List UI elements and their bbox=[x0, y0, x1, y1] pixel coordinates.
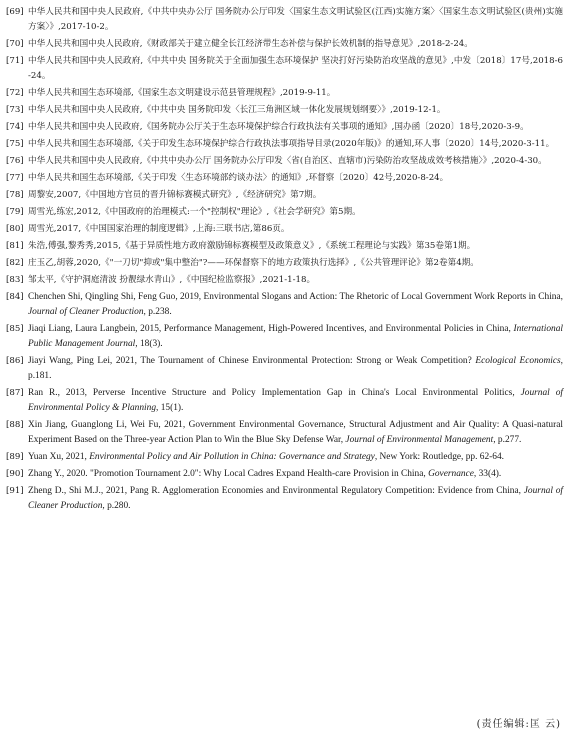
reference-number: [84] bbox=[6, 292, 24, 302]
reference-source-title: Journal of Cleaner Production bbox=[28, 307, 144, 317]
reference-text: 朱浩,傅强,黎秀秀,2015,《基于异质性地方政府激励锦标赛模型及政策意义》,《系统工程理论与实践》第35卷第1期。 bbox=[28, 241, 476, 251]
reference-text-segment: , 18(3). bbox=[135, 339, 163, 349]
reference-text bbox=[28, 356, 563, 381]
reference-text: 中华人民共和国生态环境部,《国家生态文明建设示范县管理规程》,2019-9-11。 bbox=[28, 88, 336, 98]
reference-item bbox=[6, 484, 563, 514]
reference-number: [91] bbox=[6, 486, 24, 496]
reference-text bbox=[28, 486, 563, 511]
reference-text-segment: , New York: Routledge, pp. 62-64. bbox=[374, 452, 505, 462]
reference-text: 中华人民共和国中央人民政府,《中共中央 国务院印发〈长江三角洲区域一体化发展规划纲要〉》,2019-12-1。 bbox=[28, 105, 446, 115]
reference-source-title: Journal of Environmental Policy & Planning bbox=[28, 388, 563, 413]
reference-item bbox=[6, 418, 563, 448]
reference-number: [90] bbox=[6, 469, 24, 479]
reference-item bbox=[6, 239, 563, 254]
reference-text: 周雪光,2017,《中国国家治理的制度逻辑》,上海:三联书店,第86页。 bbox=[28, 224, 290, 234]
reference-item bbox=[6, 273, 563, 288]
editor-credit: (责任编辑:匡 云) bbox=[476, 719, 561, 730]
reference-text-segment: , 33(4). bbox=[473, 469, 502, 479]
reference-text: 庄玉乙,胡蓉,2020,《"一刀切"抑或"集中整治"?——环保督察下的地方政策执行选择》,《公共管理评论》第2卷第4期。 bbox=[28, 258, 479, 268]
reference-item bbox=[6, 171, 563, 186]
reference-item bbox=[6, 188, 563, 203]
reference-text: 邹太平,《守护洞庭清波 扮靓绿水青山》,《中国纪检监察报》,2021-1-18。 bbox=[28, 275, 316, 285]
reference-number: [70] bbox=[6, 39, 24, 49]
reference-text-segment: Zhang Y., 2020. "Promotion Tournament 2.0": Why Local Cadres Expand Health-care Provision in China, bbox=[28, 469, 429, 479]
reference-text: 中华人民共和国中央人民政府,《国务院办公厅关于生态环境保护综合行政执法有关事项的通知》,国办函〔2020〕18号,2020-3-9。 bbox=[28, 122, 529, 132]
reference-number: [69] bbox=[6, 7, 24, 17]
reference-number: [82] bbox=[6, 258, 24, 268]
reference-item bbox=[6, 137, 563, 152]
reference-number: [88] bbox=[6, 420, 24, 430]
reference-text-segment: , p.280. bbox=[102, 501, 131, 511]
reference-number: [87] bbox=[6, 388, 24, 398]
reference-number: [86] bbox=[6, 356, 24, 366]
reference-item bbox=[6, 54, 563, 84]
reference-text bbox=[28, 388, 563, 413]
reference-text-segment: Zheng D., Shi M.J., 2021, Pang R. Agglomeration Economies and Environmental Regulatory Competition: Evidence from China, bbox=[28, 486, 524, 496]
reference-text-segment: , 15(1). bbox=[156, 403, 184, 413]
reference-item bbox=[6, 322, 563, 352]
reference-item bbox=[6, 37, 563, 52]
reference-source-title: Environmental Policy and Air Pollution in China: Governance and Strategy bbox=[89, 452, 375, 462]
reference-text-segment: Chenchen Shi, Qingling Shi, Feng Guo, 2019, Environmental Slogans and Action: The Rhetoric of Local Government Work Reports in China, bbox=[28, 292, 563, 302]
reference-item bbox=[6, 120, 563, 135]
reference-item bbox=[6, 354, 563, 384]
reference-text: 周雪光,练宏,2012,《中国政府的治理模式:一个"控制权"理论》,《社会学研究》第5期。 bbox=[28, 207, 361, 217]
reference-item bbox=[6, 86, 563, 101]
reference-item bbox=[6, 256, 563, 271]
reference-text: 中华人民共和国中央人民政府,《中共中央办公厅 国务院办公厅印发〈省(自治区、直辖市)污染防治攻坚战成效考核措施〉》,2020-4-30。 bbox=[28, 156, 547, 166]
reference-number: [89] bbox=[6, 452, 24, 462]
reference-number: [78] bbox=[6, 190, 24, 200]
reference-text bbox=[28, 292, 563, 317]
reference-source-title: Journal of Environmental Management bbox=[345, 435, 494, 445]
reference-number: [79] bbox=[6, 207, 24, 217]
reference-text: 中华人民共和国生态环境部,《关于印发生态环境保护综合行政执法事项指导目录(2020年版)》的通知,环人事〔2020〕14号,2020-3-11。 bbox=[28, 139, 555, 149]
reference-list bbox=[6, 5, 563, 514]
reference-text-segment: , p.238. bbox=[143, 307, 172, 317]
reference-item bbox=[6, 386, 563, 416]
reference-item bbox=[6, 222, 563, 237]
reference-text: 中华人民共和国中央人民政府,《中共中央办公厅 国务院办公厅印发〈国家生态文明试验区(江西)实施方案〉〈国家生态文明试验区(贵州)实施方案〉》,2017-10-2。 bbox=[28, 7, 563, 32]
reference-number: [73] bbox=[6, 105, 24, 115]
reference-text-segment: , p.181. bbox=[28, 356, 564, 381]
reference-text-segment: Jiayi Wang, Ping Lei, 2021, The Tournament of Chinese Environmental Protection: Strong or Weak Competition? bbox=[28, 356, 476, 366]
reference-number: [76] bbox=[6, 156, 24, 166]
reference-number: [85] bbox=[6, 324, 24, 334]
reference-source-title: Journal of Cleaner Production bbox=[28, 486, 563, 511]
reference-number: [72] bbox=[6, 88, 24, 98]
reference-number: [75] bbox=[6, 139, 24, 149]
reference-text bbox=[28, 420, 563, 445]
reference-text-segment: Xin Jiang, Guanglong Li, Wei Fu, 2021, Government Environmental Governance, Structural Adjustment and Air Quality: A Quasi-natural Experiment Based on the Three-year Action Plan to Win the Blue Sky Defense War, bbox=[28, 420, 563, 445]
reference-text bbox=[28, 452, 504, 462]
reference-number: [74] bbox=[6, 122, 24, 132]
reference-item bbox=[6, 467, 563, 482]
reference-number: [71] bbox=[6, 56, 24, 66]
reference-number: [81] bbox=[6, 241, 24, 251]
reference-text-segment: Ran R., 2013, Perverse Incentive Structure and Policy Implementation Gap in China's Local Environmental Politics, bbox=[28, 388, 521, 398]
reference-number: [80] bbox=[6, 224, 24, 234]
reference-number: [83] bbox=[6, 275, 24, 285]
reference-text-segment: Jiaqi Liang, Laura Langbein, 2015, Performance Management, High-Powered Incentives, and Environmental Policies in China, bbox=[28, 324, 514, 334]
reference-text bbox=[28, 469, 501, 479]
reference-number: [77] bbox=[6, 173, 24, 183]
reference-item bbox=[6, 205, 563, 220]
reference-text: 中华人民共和国中央人民政府,《中共中央 国务院关于全面加强生态环境保护 坚决打好污染防治攻坚战的意见》,中发〔2018〕17号,2018-6-24。 bbox=[28, 56, 563, 81]
reference-text: 周黎安,2007,《中国地方官员的晋升锦标赛模式研究》,《经济研究》第7期。 bbox=[28, 190, 322, 200]
reference-item bbox=[6, 5, 563, 35]
reference-source-title: Governance bbox=[428, 469, 474, 479]
reference-item bbox=[6, 103, 563, 118]
reference-text bbox=[28, 324, 563, 349]
reference-item bbox=[6, 290, 563, 320]
reference-text-segment: Yuan Xu, 2021, bbox=[28, 452, 90, 462]
reference-text: 中华人民共和国生态环境部,《关于印发〈生态环境部约谈办法〉的通知》,环督察〔2020〕42号,2020-8-24。 bbox=[28, 173, 449, 183]
reference-text: 中华人民共和国中央人民政府,《财政部关于建立健全长江经济带生态补偿与保护长效机制的指导意见》,2018-2-24。 bbox=[28, 39, 473, 49]
reference-text-segment: , p.277. bbox=[493, 435, 522, 445]
reference-source-title: International Public Management Journal bbox=[28, 324, 563, 349]
reference-source-title: Ecological Economics bbox=[475, 356, 561, 366]
reference-item bbox=[6, 450, 563, 465]
reference-item bbox=[6, 154, 563, 169]
